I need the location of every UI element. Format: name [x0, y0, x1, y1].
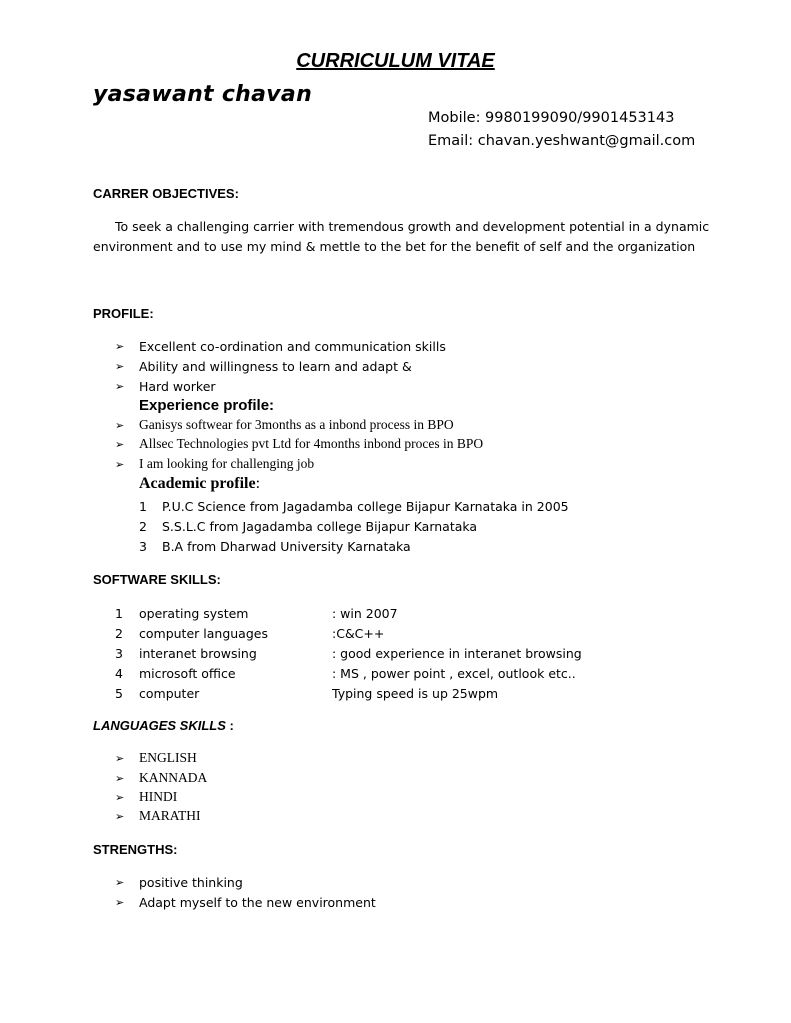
software-value: Typing speed is up 25wpm: [332, 686, 499, 701]
bullet-arrow-icon: ➢: [115, 752, 125, 765]
academic-heading-colon: :: [255, 475, 261, 492]
bullet-arrow-icon: ➢: [115, 772, 125, 785]
software-value: : good experience in interanet browsing: [332, 646, 582, 661]
objective-line-2: environment and to use my mind & mettle to the bet for the benefit of self and the organization: [93, 239, 696, 254]
profile-heading: PROFILE:: [93, 306, 154, 321]
academic-number: 3: [139, 539, 147, 554]
software-heading: SOFTWARE SKILLS:: [93, 572, 221, 587]
bullet-arrow-icon: ➢: [115, 360, 125, 373]
languages-heading-label: LANGUAGES SKILLS: [93, 718, 226, 733]
bullet-arrow-icon: ➢: [115, 876, 125, 889]
experience-item: Allsec Technologies pvt Ltd for 4months inbond proces in BPO: [139, 436, 484, 451]
software-number: 3: [115, 646, 123, 661]
experience-heading: Experience profile:: [139, 397, 275, 414]
software-label: microsoft office: [139, 666, 236, 681]
software-number: 5: [115, 686, 123, 701]
language-item: ENGLISH: [139, 750, 197, 765]
bullet-arrow-icon: ➢: [115, 810, 125, 823]
academic-number: 1: [139, 499, 147, 514]
software-label: computer: [139, 686, 200, 701]
experience-item: Ganisys softwear for 3months as a inbond process in BPO: [139, 417, 454, 432]
software-number: 4: [115, 666, 123, 681]
software-number: 2: [115, 626, 123, 641]
software-value: : win 2007: [332, 606, 398, 621]
bullet-arrow-icon: ➢: [115, 340, 125, 353]
software-number: 1: [115, 606, 123, 621]
bullet-arrow-icon: ➢: [115, 380, 125, 393]
software-label: computer languages: [139, 626, 268, 641]
software-label: operating system: [139, 606, 249, 621]
email-address: Email: chavan.yeshwant@gmail.com: [428, 133, 696, 149]
profile-item: Hard worker: [139, 379, 216, 394]
strength-item: positive thinking: [139, 875, 243, 890]
software-label: interanet browsing: [139, 646, 257, 661]
profile-item: Excellent co-ordination and communication skills: [139, 339, 446, 354]
languages-heading: [93, 718, 234, 733]
profile-item: Ability and willingness to learn and adapt &: [139, 359, 412, 374]
objective-heading: CARRER OBJECTIVES:: [93, 186, 239, 201]
academic-item: P.U.C Science from Jagadamba college Bijapur Karnataka in 2005: [162, 499, 569, 514]
candidate-name: yasawant chavan: [93, 82, 313, 107]
bullet-arrow-icon: ➢: [115, 438, 125, 451]
strengths-heading: STRENGTHS:: [93, 842, 178, 857]
experience-item: I am looking for challenging job: [139, 456, 315, 471]
academic-number: 2: [139, 519, 147, 534]
academic-heading: [139, 475, 260, 493]
page-title: CURRICULUM VITAE: [296, 50, 495, 72]
software-value: :C&C++: [332, 626, 385, 641]
language-item: HINDI: [139, 789, 178, 804]
academic-heading-label: Academic profile: [139, 475, 256, 492]
software-value: : MS , power point , excel, outlook etc..: [332, 666, 576, 681]
language-item: KANNADA: [139, 770, 208, 785]
bullet-arrow-icon: ➢: [115, 419, 125, 432]
strength-item: Adapt myself to the new environment: [139, 895, 376, 910]
languages-heading-colon: :: [225, 718, 234, 733]
bullet-arrow-icon: ➢: [115, 458, 125, 471]
language-item: MARATHI: [139, 808, 201, 823]
academic-item: B.A from Dharwad University Karnataka: [162, 539, 411, 554]
mobile-number: Mobile: 9980199090/9901453143: [428, 110, 675, 126]
bullet-arrow-icon: ➢: [115, 896, 125, 909]
bullet-arrow-icon: ➢: [115, 791, 125, 804]
academic-item: S.S.L.C from Jagadamba college Bijapur Karnataka: [162, 519, 478, 534]
objective-line-1: To seek a challenging carrier with tremendous growth and development potential in a dynamic: [115, 219, 710, 234]
